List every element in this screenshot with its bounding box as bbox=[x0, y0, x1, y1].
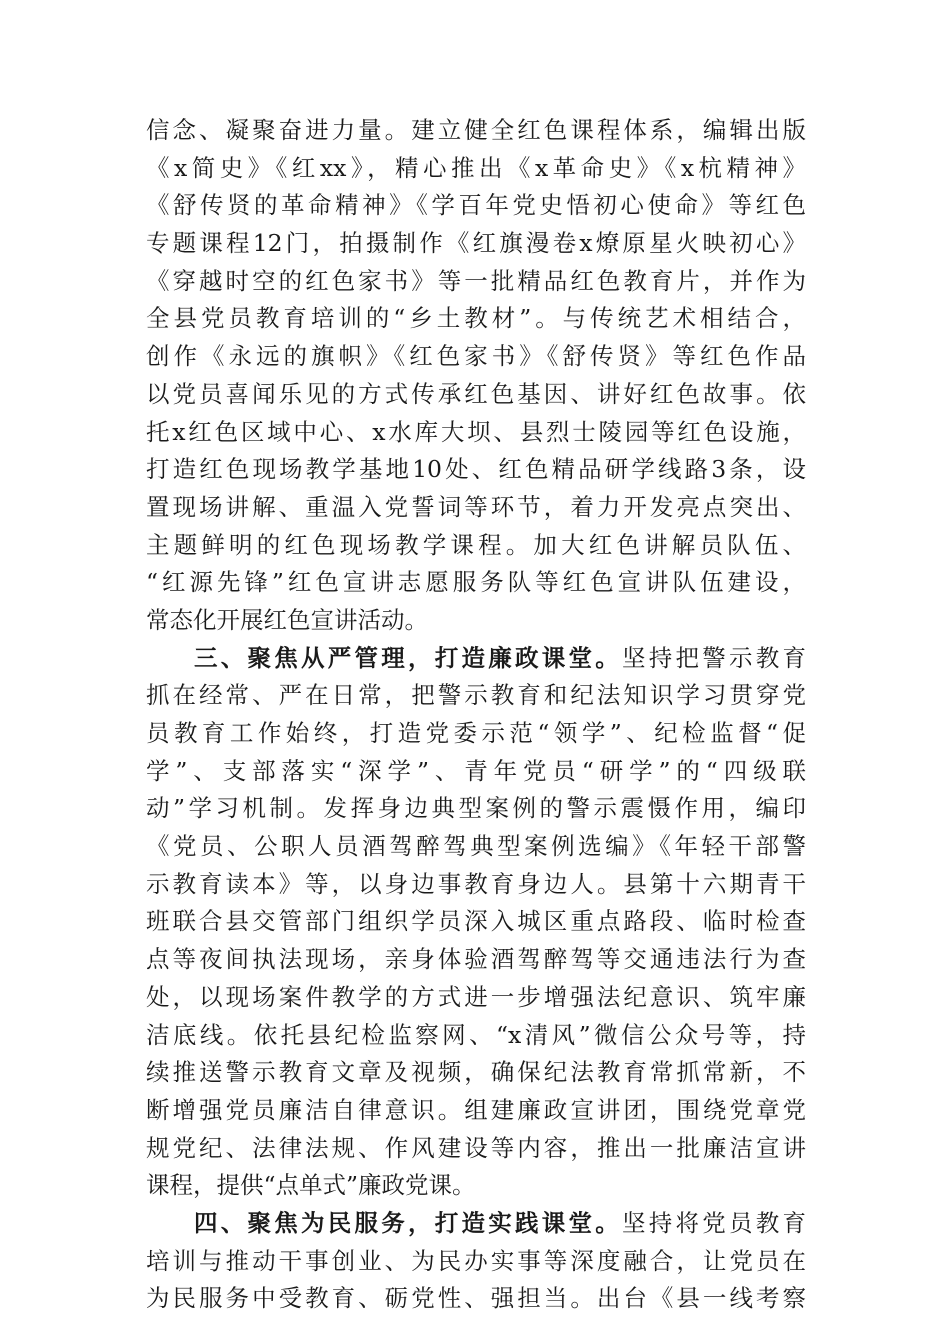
text-line: “红源先锋”红色宣讲志愿服务队等红色宣讲队伍建设， bbox=[146, 568, 806, 597]
text-line: 置现场讲解、重温入党誓词等环节，着力开发亮点突出、 bbox=[146, 492, 806, 521]
text-line: 《舒传贤的革命精神》《学百年党史悟初心使命》等红色 bbox=[146, 191, 806, 220]
paragraph-practice-classroom bbox=[146, 1205, 806, 1318]
text-line: 主题鲜明的红色现场教学课程。加大红色讲解员队伍、 bbox=[146, 530, 806, 559]
text-line: 《党员、公职人员酒驾醉驾典型案例选编》《年轻干部警 bbox=[146, 832, 806, 861]
paragraph-red-education bbox=[146, 112, 806, 640]
text-run: 坚持把警示教育 bbox=[622, 643, 806, 672]
text-line: 《x简史》《红xx》，精心推出《x革命史》《x杭精神》 bbox=[146, 153, 806, 182]
text-line: 创作《永远的旗帜》《红色家书》《舒传贤》等红色作品 bbox=[146, 342, 806, 371]
text-line: 洁底线。依托县纪检监察网、“x清风”微信公众号等，持 bbox=[146, 1020, 806, 1049]
text-line: 常态化开展红色宣讲活动。 bbox=[146, 605, 428, 634]
section-first-line bbox=[146, 640, 806, 678]
text-line: 以党员喜闻乐见的方式传承红色基因、讲好红色故事。依 bbox=[146, 379, 806, 408]
text-line: 托x红色区域中心、x水库大坝、县烈士陵园等红色设施， bbox=[146, 417, 806, 446]
section-heading: 三、聚焦从严管理，打造廉政课堂。 bbox=[194, 643, 622, 672]
text-line: 专题课程12门，拍摄制作《红旗漫卷x燎原星火映初心》 bbox=[146, 229, 806, 258]
text-line: 为民服务中受教育、砺党性、强担当。出台《县一线考察 bbox=[146, 1284, 806, 1313]
text-run: 坚持将党员教育 bbox=[622, 1208, 806, 1237]
text-line: 全县党员教育培训的“乡土教材”。与传统艺术相结合， bbox=[146, 304, 806, 333]
text-line: 规党纪、法律法规、作风建设等内容，推出一批廉洁宣讲 bbox=[146, 1133, 806, 1162]
text-line: 培训与推动干事创业、为民办实事等深度融合，让党员在 bbox=[146, 1246, 806, 1275]
section-heading: 四、聚焦为民服务，打造实践课堂。 bbox=[194, 1208, 622, 1237]
text-line: 抓在经常、严在日常，把警示教育和纪法知识学习贯穿党 bbox=[146, 681, 806, 710]
document-page bbox=[146, 112, 806, 1318]
text-line: 学”、支部落实“深学”、青年党员“研学”的“四级联 bbox=[146, 756, 806, 785]
text-line: 续推送警示教育文章及视频，确保纪法教育常抓常新，不 bbox=[146, 1058, 806, 1087]
text-line: 打造红色现场教学基地10处、红色精品研学线路3条，设 bbox=[146, 455, 806, 484]
text-line: 处，以现场案件教学的方式进一步增强法纪意识、筑牢廉 bbox=[146, 982, 806, 1011]
text-line: 断增强党员廉洁自律意识。组建廉政宣讲团，围绕党章党 bbox=[146, 1095, 806, 1124]
text-line: 信念、凝聚奋进力量。建立健全红色课程体系，编辑出版 bbox=[146, 116, 806, 144]
text-line: 课程，提供“点单式”廉政党课。 bbox=[146, 1171, 476, 1200]
text-line: 动”学习机制。发挥身边典型案例的警示震慑作用，编印 bbox=[146, 794, 806, 823]
text-line: 点等夜间执法现场，亲身体验酒驾醉驾等交通违法行为查 bbox=[146, 945, 806, 974]
text-line: 《穿越时空的红色家书》等一批精品红色教育片，并作为 bbox=[146, 266, 806, 295]
text-line: 示教育读本》等，以身边事教育身边人。县第十六期青干 bbox=[146, 869, 806, 898]
section-first-line bbox=[146, 1205, 806, 1243]
paragraph-integrity-classroom bbox=[146, 640, 806, 1205]
text-line: 班联合县交管部门组织学员深入城区重点路段、临时检查 bbox=[146, 907, 806, 936]
text-line: 员教育工作始终，打造党委示范“领学”、纪检监督“促 bbox=[146, 719, 806, 747]
